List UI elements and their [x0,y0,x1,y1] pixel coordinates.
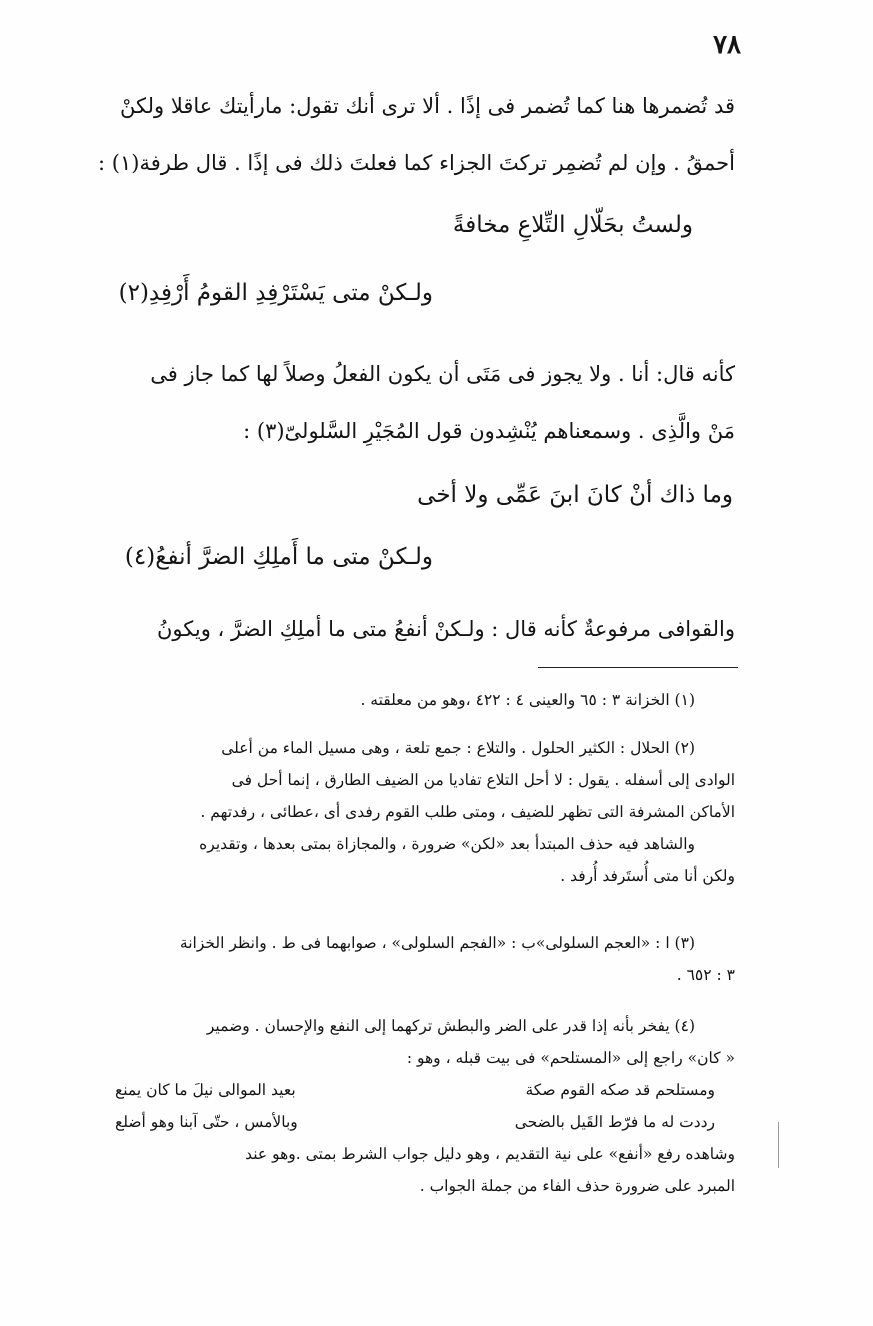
hemistich: ومستلحم قد صكه القوم صكة [525,1081,715,1099]
footnote-2 [75,732,735,892]
verse-hemistich: ولـكنْ متى ما أَملِكِ الضرَّ أنفعُ(٤) [124,544,433,570]
text-line: الأماكن المشرفة التى تظهر للضيف ، ومتى طلب القوم رفدى أى ،عطائى ، رفدتهم . [200,803,735,821]
body-paragraph-2 [75,346,735,460]
footnote-separator [538,667,738,668]
footnote-verse-line [75,1074,735,1106]
text-line: الوادى إلى أسفله . يقول : لا أحل التلاع تفاديا من الضيف الطارق ، إنما أحل فى [231,771,735,789]
text-line: قد تُضمرها هنا كما تُضمر فى إذًا . ألا ترى أنك تقول: مارأيتك عاقلا ولكنْ [120,94,735,118]
page-number: ٧٨ [713,30,741,60]
text-line: « كان» راجع إلى «المستلحم» فى بيت قبله ، وهو : [406,1049,735,1067]
text-line: كأنه قال: أنا . ولا يجوز فى مَتَى أن يكون الفعلُ وصلاً لها كما جاز فى [150,362,735,386]
text-line: (٤) يفخر بأنه إذا قدر على الضر والبطش تركهما إلى النفع والإحسان . وضمير [206,1017,695,1035]
text-line: ولكن أنا متى أُستَرفد أُرفد . [560,867,735,885]
body-paragraph-1 [75,78,735,192]
text-line: المبرد على ضرورة حذف الفاء من جملة الجواب . [419,1177,735,1195]
footnote-verse-line [75,1106,735,1138]
text-line: وشاهده رفع «أنفع» على نية التقديم ، وهو دليل جواب الشرط بمتى .وهو عند [245,1145,735,1163]
margin-line [778,1122,779,1168]
text-line: أحمقُ . وإن لم تُضمِر تركتَ الجزاء كما فعلتَ ذلك فى إذًا . قال طرفة(١) : [98,151,735,175]
footnote-1 [75,684,735,716]
footnote-3 [75,927,735,991]
footnote-4 [75,1010,735,1202]
verse-hemistich: ولـكنْ متى يَسْتَرْفِدِ القومُ أَرْفِدِ(٢) [118,280,433,306]
hemistich: بعيد الموالى نيلَ ما كان يمنع [115,1081,296,1099]
text-line: مَنْ والَّذِى . وسمعناهم يُنْشِدون قول المُجَيْرِ السَّلولىّ(٣) : [243,419,735,443]
hemistich: وبالأمس ، حتّى آبنا وهو أضلع [115,1113,298,1131]
text-line: (٢) الحلال : الكثير الحلول . والتلاع : جمع تلعة ، وهى مسيل الماء من أعلى [221,739,695,757]
text-line: (١) الخزانة ٣ : ٦٥ والعينى ٤ : ٤٢٢ ،وهو من معلقته . [360,691,695,709]
text-line: ٣ : ٦٥٢ . [676,966,735,984]
body-paragraph-3 [75,601,735,658]
verse-hemistich: ولستُ بحَلّالِ التِّلاعِ مخافةً [452,212,693,238]
text-line: (٣) ا : «العجم السلولى»ب : «الفجم السلولى» ، صوابهما فى ط . وانظر الخزانة [179,934,695,952]
text-line: والقوافى مرفوعةٌ كأنه قال : ولـكنْ أنفعُ متى ما أملِكِ الضرَّ ، ويكونُ [157,617,735,641]
text-line: والشاهد فيه حذف المبتدأ بعد «لكن» ضرورة ، والمجازاة بمتى بعدها ، وتقديره [199,835,695,853]
verse-hemistich: وما ذاك أنْ كانَ ابنَ عَمِّى ولا أخى [417,482,733,508]
hemistich: رددت له ما فرّط القَيل بالضحى [514,1113,715,1131]
